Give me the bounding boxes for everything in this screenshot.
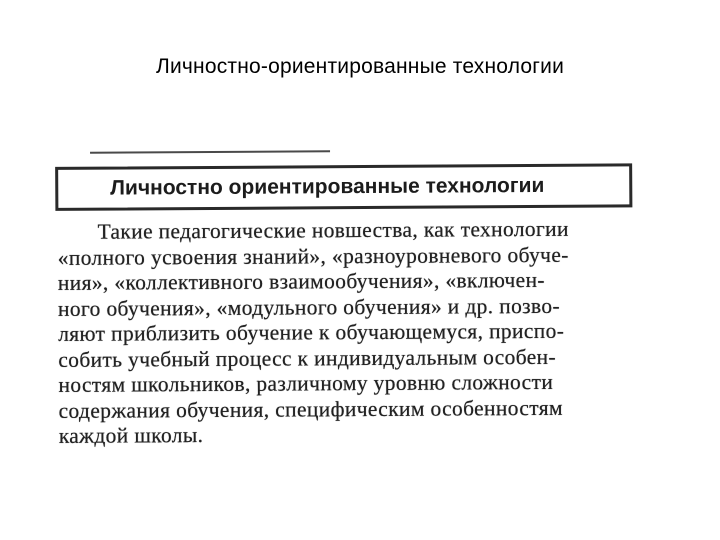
divider bbox=[90, 150, 330, 153]
text-line: «полного усвоения знаний», «разноуровневого обуче- bbox=[57, 242, 569, 270]
text-line: ния», «коллективного взаимообучения», «включен- bbox=[57, 267, 545, 295]
text-line: собить учебный процесс к индивидуальным особен- bbox=[58, 344, 557, 372]
scanned-text-image bbox=[42, 141, 684, 455]
body-paragraph bbox=[57, 216, 688, 449]
text-line: Такие педагогические новшества, как технологии bbox=[97, 216, 569, 244]
text-line: ного обучения», «модульного обучения» и др. позво- bbox=[57, 293, 561, 321]
text-line: каждой школы. bbox=[58, 423, 204, 448]
page-title: Личностно-ориентированные технологии bbox=[156, 55, 564, 78]
text-line: ностям школьников, различному уровню сложности bbox=[58, 369, 554, 397]
section-heading-box bbox=[55, 163, 632, 211]
text-line: содержания обучения, специфическим особенностям bbox=[58, 395, 563, 423]
text-line: ляют приблизить обучение к обучающемуся, приспо- bbox=[58, 318, 565, 346]
section-heading: Личностно ориентированные технологии bbox=[110, 173, 545, 200]
